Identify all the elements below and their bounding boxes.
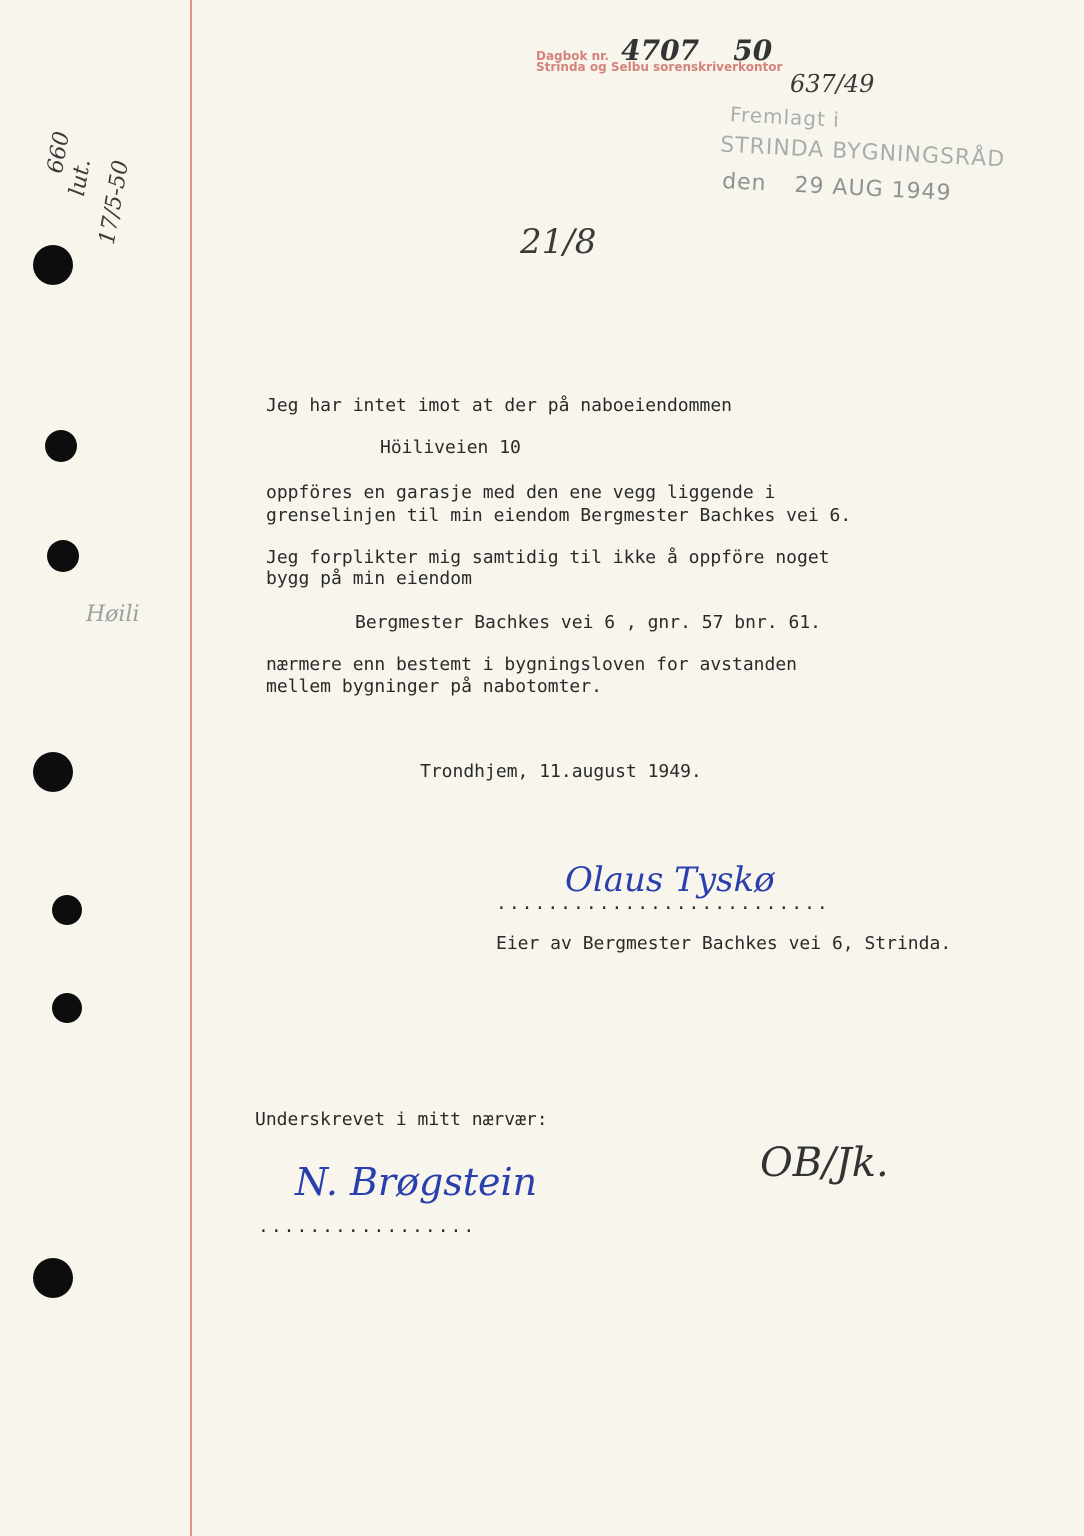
received-stamp-date [722, 169, 953, 206]
place-date: Trondhjem, 11.august 1949. [420, 761, 702, 782]
received-stamp-line2: STRINDA BYGNINGSRÅD [719, 132, 1006, 173]
margin-rule [190, 0, 192, 1536]
received-date-prefix: den [721, 169, 768, 197]
journal-prefix: Dagbok nr. [536, 49, 609, 63]
punch-hole [45, 430, 77, 462]
body-para2-line1: oppföres en garasje med den ene vegg liggende i [266, 482, 776, 503]
owner-signature: Olaus Tyskø [565, 860, 775, 900]
address-line: Höiliveien 10 [380, 437, 521, 458]
punch-hole [52, 993, 82, 1023]
received-stamp-line1: Fremlagt i [729, 102, 841, 132]
registry-office: Strinda og Selbu sorenskriverkontor [536, 60, 783, 74]
journal-year: 50 [733, 34, 773, 67]
body-para3-line2: bygg på min eiendom [266, 568, 472, 589]
punch-hole [33, 245, 73, 285]
punch-hole [33, 1258, 73, 1298]
punch-hole [47, 540, 79, 572]
body-para3-line1: Jeg forplikter mig samtidig til ikke å oppföre noget [266, 547, 830, 568]
property-line: Bergmester Bachkes vei 6 , gnr. 57 bnr. 61. [355, 612, 821, 633]
witness-initials: OB/Jk. [760, 1140, 889, 1186]
case-number: 637/49 [790, 70, 875, 98]
witness-signature: N. Brøgstein [295, 1160, 538, 1204]
owner-signature-line: .......................... [496, 893, 830, 914]
folio-number: 21/8 [520, 222, 597, 262]
margin-date: 17/5-50 [94, 158, 135, 247]
margin-place: Høili [86, 602, 140, 627]
received-date: 29 AUG 1949 [793, 172, 953, 206]
body-line-1: Jeg har intet imot at der på naboeiendommen [266, 395, 732, 416]
witness-signature-line: ................. [258, 1216, 477, 1237]
punch-hole [33, 752, 73, 792]
body-para4-line2: mellem bygninger på nabotomter. [266, 676, 602, 697]
owner-caption: Eier av Bergmester Bachkes vei 6, Strinda. [496, 933, 952, 954]
body-para4-line1: nærmere enn bestemt i bygningsloven for avstanden [266, 654, 798, 675]
margin-number: 660 [43, 129, 75, 176]
witness-label: Underskrevet i mitt nærvær: [255, 1109, 548, 1130]
body-para2-line2: grenselinjen til min eiendom Bergmester Bachkes vei 6. [266, 505, 852, 526]
journal-number: 4707 [621, 34, 700, 67]
margin-note: lut. [64, 157, 97, 198]
punch-hole [52, 895, 82, 925]
